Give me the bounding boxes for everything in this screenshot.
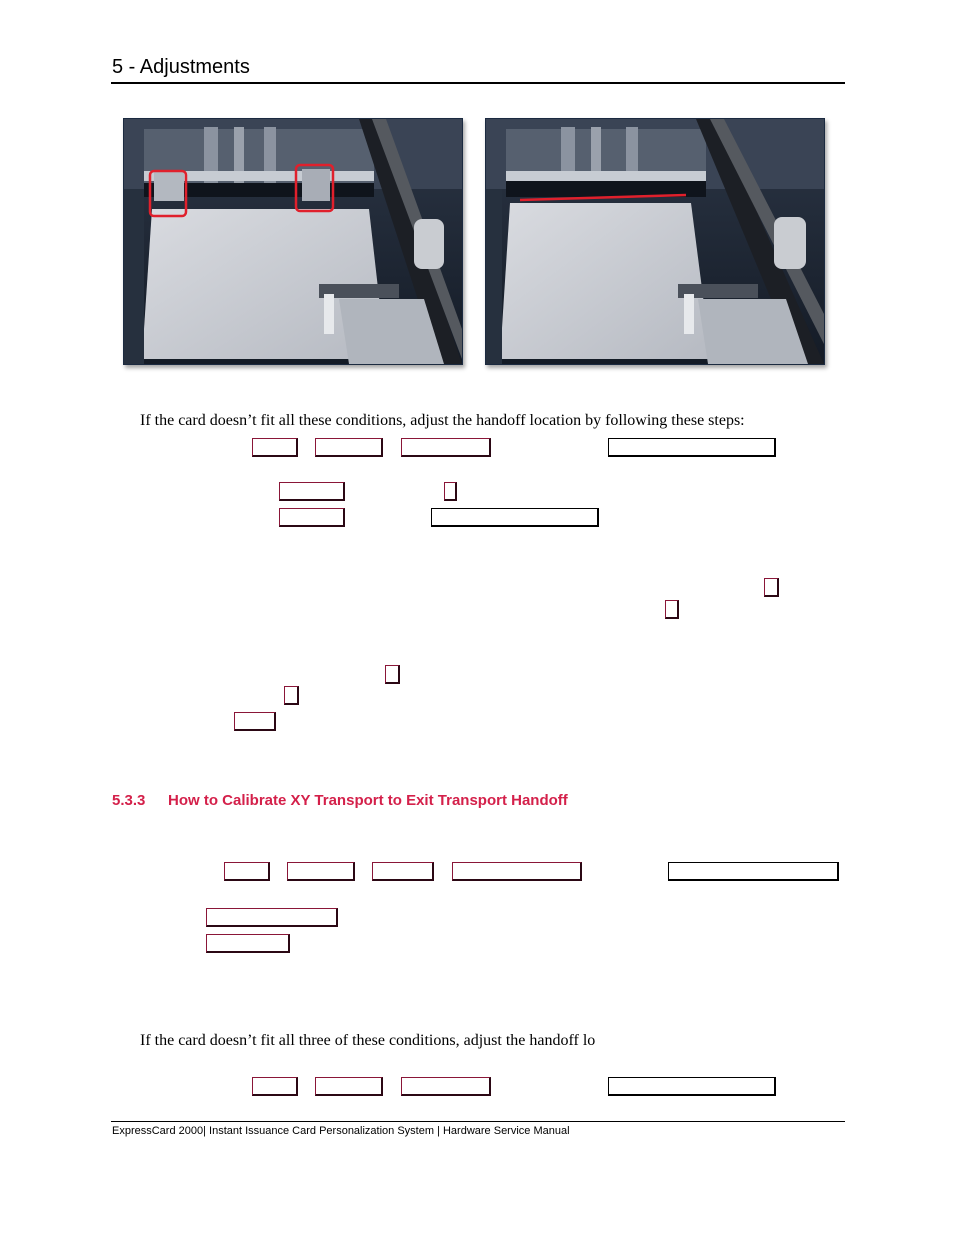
button-placeholder-3[interactable] (401, 438, 491, 457)
section-heading (112, 791, 568, 811)
button-placeholder-11[interactable] (234, 712, 276, 731)
button-placeholder-10[interactable] (284, 686, 299, 705)
paragraph-three-conditions: If the card doesn’t fit all three of these conditions, adjust the handoff lo (140, 1032, 596, 1049)
header-rule (111, 82, 845, 84)
button-placeholder-6[interactable] (279, 508, 345, 527)
button-placeholder-13[interactable] (287, 862, 355, 881)
footer-rule (111, 1121, 845, 1122)
footer-text: ExpressCard 2000| Instant Issuance Card Personalization System | Hardware Service Manual (112, 1125, 570, 1137)
section-title: How to Calibrate XY Transport to Exit Transport Handoff (168, 792, 568, 809)
button-placeholder-16[interactable] (206, 908, 338, 927)
button-placeholder-12[interactable] (224, 862, 270, 881)
field-placeholder-1[interactable] (608, 438, 776, 457)
button-placeholder-8[interactable] (665, 600, 679, 619)
button-placeholder-4[interactable] (279, 482, 345, 501)
button-placeholder-15[interactable] (452, 862, 582, 881)
button-placeholder-9[interactable] (385, 665, 400, 684)
paragraph-handoff-conditions: If the card doesn’t fit all these conditions, adjust the handoff location by following these steps: (140, 412, 745, 429)
button-placeholder-7[interactable] (764, 578, 779, 597)
button-placeholder-20[interactable] (401, 1077, 491, 1096)
button-placeholder-5[interactable] (444, 482, 457, 501)
button-placeholder-19[interactable] (315, 1077, 383, 1096)
field-placeholder-2[interactable] (431, 508, 599, 527)
photo-handoff-alignment-boxes (123, 118, 463, 365)
button-placeholder-2[interactable] (315, 438, 383, 457)
button-placeholder-17[interactable] (206, 934, 290, 953)
button-placeholder-1[interactable] (252, 438, 298, 457)
page-header-title: 5 - Adjustments (112, 56, 250, 78)
section-number: 5.3.3 (112, 792, 146, 809)
button-placeholder-18[interactable] (252, 1077, 298, 1096)
button-placeholder-14[interactable] (372, 862, 434, 881)
field-placeholder-4[interactable] (608, 1077, 776, 1096)
field-placeholder-3[interactable] (668, 862, 839, 881)
photo-handoff-alignment-line (485, 118, 825, 365)
